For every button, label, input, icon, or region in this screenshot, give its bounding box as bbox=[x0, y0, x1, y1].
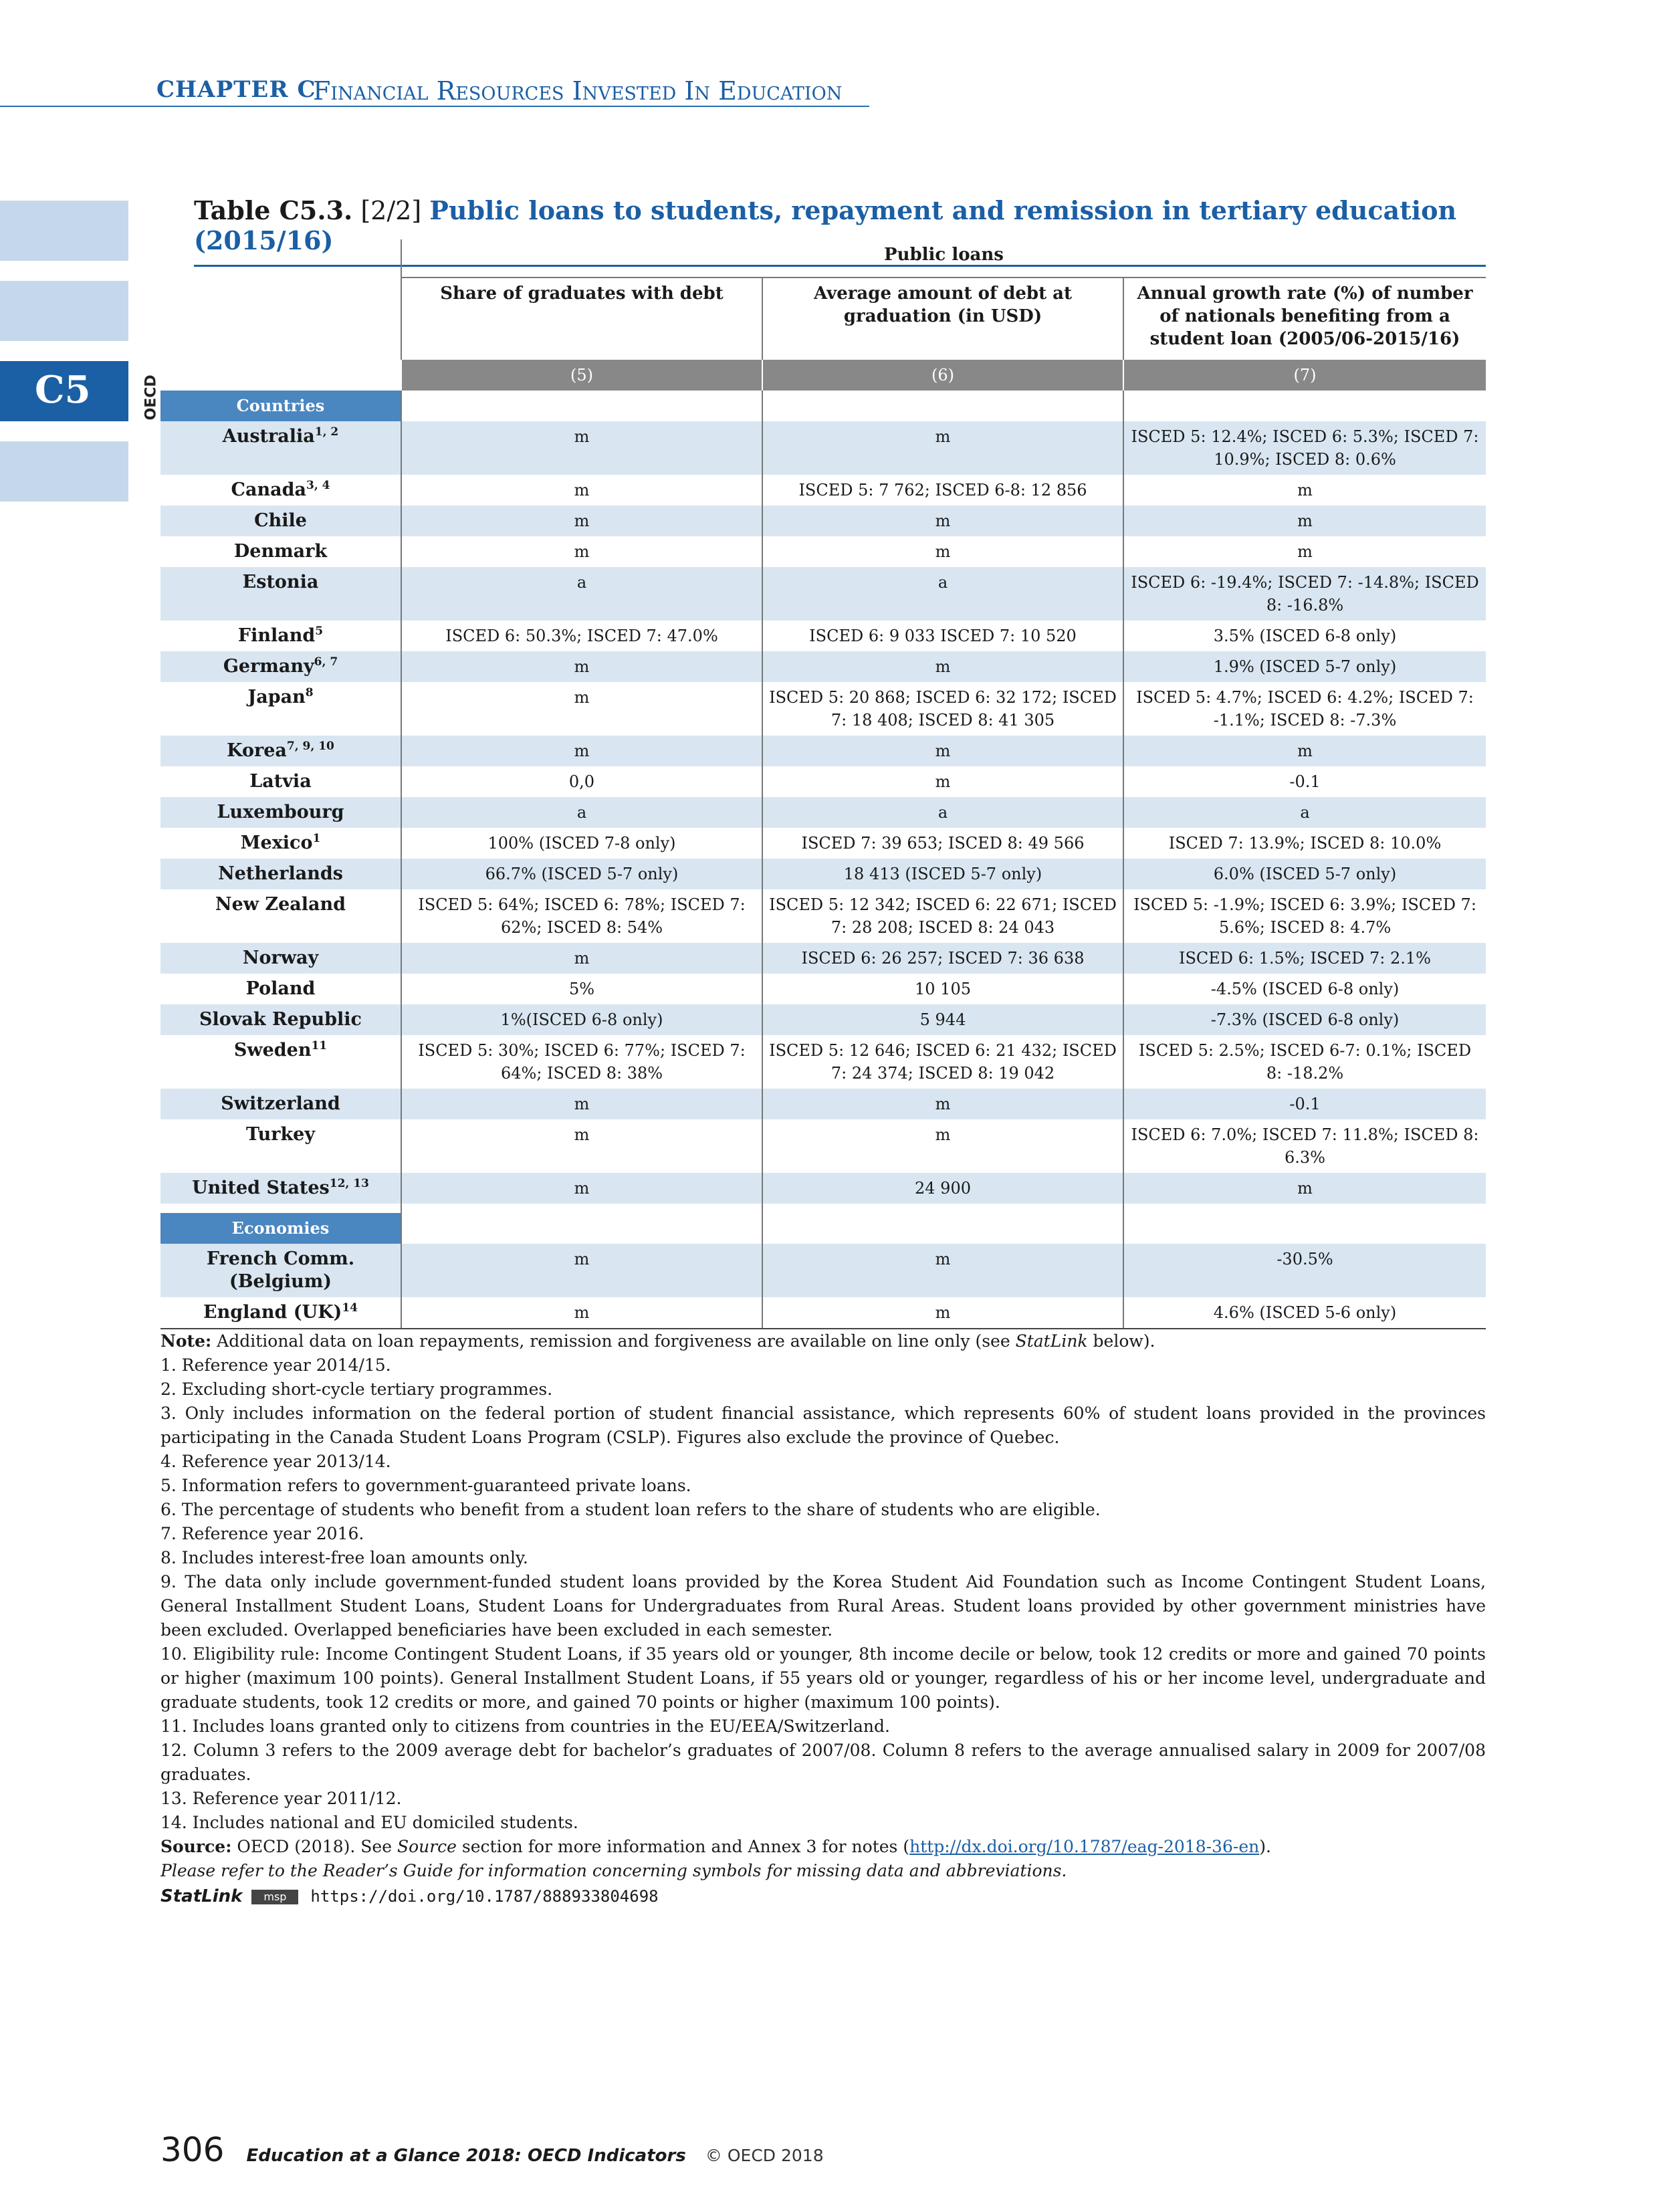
page-number: 306 bbox=[160, 2130, 225, 2169]
table-row bbox=[160, 766, 1486, 797]
table-row bbox=[160, 421, 1486, 475]
table-cell-c5: 1%(ISCED 6-8 only) bbox=[401, 1004, 762, 1035]
table-cell-c5: m bbox=[401, 1244, 762, 1297]
table-row bbox=[160, 1089, 1486, 1119]
table-row bbox=[160, 506, 1486, 536]
table-cell-c6: ISCED 7: 39 653; ISCED 8: 49 566 bbox=[762, 828, 1123, 859]
table-row bbox=[160, 1173, 1486, 1204]
footnote-ref: 14 bbox=[342, 1301, 358, 1315]
column-header: Average amount of debt at graduation (in USD) bbox=[762, 278, 1123, 360]
table-cell-c6: m bbox=[762, 766, 1123, 797]
table-cell-c6: ISCED 5: 7 762; ISCED 6-8: 12 856 bbox=[762, 475, 1123, 506]
country-name bbox=[160, 1244, 401, 1297]
table-cell-c7: m bbox=[1123, 1173, 1486, 1204]
notes bbox=[160, 1329, 1486, 1908]
side-tab-label: C5 bbox=[35, 368, 91, 412]
note-text: below). bbox=[1087, 1331, 1155, 1351]
country-label: Sweden bbox=[233, 1040, 312, 1061]
table-cell-c7: ISCED 5: 4.7%; ISCED 6: 4.2%; ISCED 7: -1.1%; ISCED 8: -7.3% bbox=[1123, 682, 1486, 736]
table-cell-c7: -7.3% (ISCED 6-8 only) bbox=[1123, 1004, 1486, 1035]
country-label: Slovak Republic bbox=[199, 1009, 362, 1030]
table-cell-c7: ISCED 6: 1.5%; ISCED 7: 2.1% bbox=[1123, 943, 1486, 974]
footnote-ref: 5 bbox=[315, 625, 324, 638]
spacer-row bbox=[160, 1204, 1486, 1213]
note-statlink-ref: StatLink bbox=[1015, 1331, 1088, 1351]
copyright: © OECD 2018 bbox=[705, 2146, 824, 2165]
section-blank bbox=[401, 1213, 762, 1244]
statlink-logo: StatLink bbox=[160, 1886, 243, 1906]
country-name bbox=[160, 1004, 401, 1035]
country-label: Canada bbox=[231, 479, 306, 500]
side-tab-blank bbox=[0, 201, 128, 261]
table-row bbox=[160, 1035, 1486, 1089]
table-cell-c6: m bbox=[762, 506, 1123, 536]
corner-blank bbox=[160, 239, 401, 278]
table-cell-c7: ISCED 6: 7.0%; ISCED 7: 11.8%; ISCED 8: 6.3% bbox=[1123, 1119, 1486, 1173]
table-cell-c7: ISCED 5: -1.9%; ISCED 6: 3.9%; ISCED 7: 5.6%; ISCED 8: 4.7% bbox=[1123, 889, 1486, 943]
country-label: New Zealand bbox=[215, 894, 346, 915]
section-blank bbox=[762, 1213, 1123, 1244]
country-name bbox=[160, 1035, 401, 1089]
footnote-item: 3. Only includes information on the federal portion of student financial assistance, which represents 60% of student loans provided in the provinces participating in the Canada Student Loans Program (CSLP). Figures also exclude the province of Quebec. bbox=[160, 1404, 1486, 1447]
chapter-header bbox=[0, 72, 869, 107]
table-cell-c6: ISCED 6: 26 257; ISCED 7: 36 638 bbox=[762, 943, 1123, 974]
table-row bbox=[160, 889, 1486, 943]
country-label: Denmark bbox=[233, 541, 328, 562]
table-row bbox=[160, 736, 1486, 766]
country-name bbox=[160, 859, 401, 889]
footnote-ref: 6, 7 bbox=[314, 655, 338, 669]
footnote-list bbox=[160, 1353, 1486, 1835]
readers-guide-note: Please refer to the Reader’s Guide for information concerning symbols for missing data and abbreviations. bbox=[160, 1861, 1067, 1880]
chapter-title: Financial Resources Invested In Education bbox=[313, 76, 843, 106]
table-cell-c7: ISCED 7: 13.9%; ISCED 8: 10.0% bbox=[1123, 828, 1486, 859]
source-text: ). bbox=[1259, 1837, 1271, 1856]
table-cell-c6: m bbox=[762, 651, 1123, 682]
table-cell-c5: m bbox=[401, 736, 762, 766]
table-cell-c6: ISCED 5: 12 646; ISCED 6: 21 432; ISCED 7: 24 374; ISCED 8: 19 042 bbox=[762, 1035, 1123, 1089]
country-name bbox=[160, 1173, 401, 1204]
table-cell-c5: m bbox=[401, 1119, 762, 1173]
country-label: Korea bbox=[227, 740, 287, 761]
table-cell-c6: 5 944 bbox=[762, 1004, 1123, 1035]
table-cell-c6: m bbox=[762, 1297, 1123, 1329]
footnote-item: 8. Includes interest-free loan amounts only. bbox=[160, 1548, 528, 1567]
source-label: Source: bbox=[160, 1837, 232, 1856]
table-cell-c5: 0,0 bbox=[401, 766, 762, 797]
table-row bbox=[160, 859, 1486, 889]
table-cell-c7: m bbox=[1123, 736, 1486, 766]
footnote-item: 10. Eligibility rule: Income Contingent Student Loans, if 35 years old or younger, 8th income decile or below, took 12 credits or more and gained 70 points or higher (maximum 100 points). General Installment Student Loans, if 55 years old or younger, regardless of his or her income level, undergraduate and graduate students, took 12 credits or more, and gained 70 points or higher (maximum 100 points). bbox=[160, 1644, 1486, 1712]
table-row bbox=[160, 974, 1486, 1004]
group-header: Public loans bbox=[401, 239, 1486, 278]
country-label: Japan bbox=[247, 687, 306, 707]
table-cell-c6: 10 105 bbox=[762, 974, 1123, 1004]
table-row bbox=[160, 1004, 1486, 1035]
table-cell-c5: ISCED 5: 64%; ISCED 6: 78%; ISCED 7: 62%; ISCED 8: 54% bbox=[401, 889, 762, 943]
table-cell-c7: 4.6% (ISCED 5-6 only) bbox=[1123, 1297, 1486, 1329]
table-row bbox=[160, 621, 1486, 651]
table-part: [2/2] bbox=[360, 196, 422, 225]
country-label: Mexico bbox=[240, 833, 313, 853]
country-label: Poland bbox=[245, 978, 316, 999]
country-name bbox=[160, 766, 401, 797]
country-label: Finland bbox=[237, 625, 316, 646]
country-label: Switzerland bbox=[221, 1093, 340, 1114]
section-blank bbox=[401, 391, 762, 421]
country-name bbox=[160, 736, 401, 766]
column-header: Share of graduates with debt bbox=[401, 278, 762, 360]
data-table bbox=[160, 239, 1486, 1329]
footnote-ref: 1, 2 bbox=[314, 425, 339, 439]
page-footer bbox=[160, 2130, 824, 2169]
table-cell-c5: m bbox=[401, 421, 762, 475]
section-blank bbox=[1123, 391, 1486, 421]
table-cell-c6: 18 413 (ISCED 5-7 only) bbox=[762, 859, 1123, 889]
column-header: Annual growth rate (%) of number of nationals benefiting from a student loan (2005/06-2015/16) bbox=[1123, 278, 1486, 360]
corner-blank bbox=[160, 278, 401, 360]
statlink-url[interactable]: https://doi.org/10.1787/888933804698 bbox=[310, 1887, 659, 1906]
footnote-item: 11. Includes loans granted only to citizens from countries in the EU/EEA/Switzerland. bbox=[160, 1717, 890, 1736]
country-name bbox=[160, 943, 401, 974]
table-row bbox=[160, 682, 1486, 736]
section-label: Economies bbox=[160, 1213, 401, 1244]
country-label: Estonia bbox=[242, 572, 319, 592]
table-cell-c7: -0.1 bbox=[1123, 766, 1486, 797]
country-name bbox=[160, 421, 401, 475]
country-name bbox=[160, 682, 401, 736]
oecd-vertical-label: OECD bbox=[142, 374, 160, 421]
country-name bbox=[160, 797, 401, 828]
table-cell-c5: m bbox=[401, 536, 762, 567]
country-label: Chile bbox=[254, 510, 307, 531]
table-row bbox=[160, 1244, 1486, 1297]
table-cell-c5: m bbox=[401, 1089, 762, 1119]
table-cell-c7: m bbox=[1123, 475, 1486, 506]
country-name bbox=[160, 567, 401, 621]
country-label: Latvia bbox=[249, 771, 312, 792]
footnote-item: 1. Reference year 2014/15. bbox=[160, 1355, 391, 1375]
column-number: (6) bbox=[762, 360, 1123, 391]
table-row bbox=[160, 1297, 1486, 1329]
table-cell-c7: ISCED 5: 2.5%; ISCED 6-7: 0.1%; ISCED 8: -18.2% bbox=[1123, 1035, 1486, 1089]
table-row bbox=[160, 943, 1486, 974]
table-cell-c6: m bbox=[762, 536, 1123, 567]
table-cell-c7: 1.9% (ISCED 5-7 only) bbox=[1123, 651, 1486, 682]
table-cell-c5: m bbox=[401, 943, 762, 974]
country-label: Turkey bbox=[245, 1124, 316, 1145]
table-cell-c7: a bbox=[1123, 797, 1486, 828]
table-cell-c7: -30.5% bbox=[1123, 1244, 1486, 1297]
country-name bbox=[160, 1089, 401, 1119]
country-label: Australia bbox=[222, 426, 315, 447]
column-number: (7) bbox=[1123, 360, 1486, 391]
source-text: Source bbox=[397, 1837, 457, 1856]
corner-blank bbox=[160, 360, 401, 391]
table-cell-c5: m bbox=[401, 651, 762, 682]
country-name bbox=[160, 506, 401, 536]
table-cell-c7: m bbox=[1123, 536, 1486, 567]
table-cell-c6: m bbox=[762, 1119, 1123, 1173]
table-cell-c6: m bbox=[762, 421, 1123, 475]
table-cell-c5: a bbox=[401, 797, 762, 828]
table-cell-c5: ISCED 5: 30%; ISCED 6: 77%; ISCED 7: 64%; ISCED 8: 38% bbox=[401, 1035, 762, 1089]
table-cell-c7: ISCED 5: 12.4%; ISCED 6: 5.3%; ISCED 7: 10.9%; ISCED 8: 0.6% bbox=[1123, 421, 1486, 475]
table-cell-c5: m bbox=[401, 1297, 762, 1329]
table-cell-c7: m bbox=[1123, 506, 1486, 536]
section-row bbox=[160, 391, 1486, 421]
side-tab-blank bbox=[0, 441, 128, 502]
country-name bbox=[160, 651, 401, 682]
table-cell-c7: 3.5% (ISCED 6-8 only) bbox=[1123, 621, 1486, 651]
table-row bbox=[160, 651, 1486, 682]
table-row bbox=[160, 1119, 1486, 1173]
country-name bbox=[160, 1119, 401, 1173]
table-cell-c5: 66.7% (ISCED 5-7 only) bbox=[401, 859, 762, 889]
table-cell-c6: 24 900 bbox=[762, 1173, 1123, 1204]
table-cell-c5: m bbox=[401, 1173, 762, 1204]
table-cell-c5: 100% (ISCED 7-8 only) bbox=[401, 828, 762, 859]
source-line bbox=[160, 1835, 1486, 1859]
country-name bbox=[160, 828, 401, 859]
section-label: Countries bbox=[160, 391, 401, 421]
footnote-item: 2. Excluding short-cycle tertiary programmes. bbox=[160, 1379, 553, 1399]
country-label: Germany bbox=[223, 656, 314, 677]
footnote-ref: 12, 13 bbox=[329, 1177, 369, 1190]
book-title: Education at a Glance 2018: OECD Indicators bbox=[246, 2146, 686, 2166]
source-text: OECD (2018). See bbox=[237, 1837, 397, 1856]
footnote-ref: 3, 4 bbox=[306, 479, 330, 492]
side-tab-current bbox=[0, 361, 128, 421]
footnote-item: 6. The percentage of students who benefit from a student loan refers to the share of students who are eligible. bbox=[160, 1500, 1101, 1519]
footnote-item: 13. Reference year 2011/12. bbox=[160, 1789, 402, 1808]
table-cell-c6: ISCED 6: 9 033 ISCED 7: 10 520 bbox=[762, 621, 1123, 651]
country-name bbox=[160, 974, 401, 1004]
section-blank bbox=[1123, 1213, 1486, 1244]
table-number: Table C5.3. bbox=[194, 195, 353, 225]
table-cell-c6: ISCED 5: 12 342; ISCED 6: 22 671; ISCED 7: 28 208; ISCED 8: 24 043 bbox=[762, 889, 1123, 943]
side-tab-blank bbox=[0, 281, 128, 341]
table-cell-c7: -4.5% (ISCED 6-8 only) bbox=[1123, 974, 1486, 1004]
footnote-item: 5. Information refers to government-guaranteed private loans. bbox=[160, 1476, 691, 1495]
country-name bbox=[160, 475, 401, 506]
table-row bbox=[160, 475, 1486, 506]
table-cell-c5: m bbox=[401, 506, 762, 536]
country-label: England (UK) bbox=[203, 1302, 342, 1323]
source-text: section for more information and Annex 3 for notes ( bbox=[456, 1837, 910, 1856]
note-text: Additional data on loan repayments, remission and forgiveness are available on line only (see bbox=[217, 1331, 1016, 1351]
country-name bbox=[160, 889, 401, 943]
table-row bbox=[160, 567, 1486, 621]
table-cell-c5: m bbox=[401, 475, 762, 506]
table-main-title: Public loans to students, repayment and remission in tertiary education (2015/16) bbox=[194, 195, 1457, 255]
table-cell-c6: m bbox=[762, 736, 1123, 766]
table-cell-c7: -0.1 bbox=[1123, 1089, 1486, 1119]
footnote-ref: 1 bbox=[312, 832, 321, 845]
table-cell-c5: ISCED 6: 50.3%; ISCED 7: 47.0% bbox=[401, 621, 762, 651]
footnote-ref: 8 bbox=[305, 686, 314, 699]
note-label: Note: bbox=[160, 1331, 212, 1351]
source-link[interactable]: http://dx.doi.org/10.1787/eag-2018-36-en bbox=[909, 1837, 1260, 1856]
footnote-item: 12. Column 3 refers to the 2009 average debt for bachelor’s graduates of 2007/08. Column 8 refers to the average annualised salary in 2009 for 2007/08 graduates. bbox=[160, 1741, 1486, 1784]
chapter-label: CHAPTER C bbox=[156, 76, 316, 103]
section-row bbox=[160, 1213, 1486, 1244]
table-cell-c5: m bbox=[401, 682, 762, 736]
country-name bbox=[160, 536, 401, 567]
note-general bbox=[160, 1329, 1486, 1353]
footnote-ref: 11 bbox=[311, 1039, 328, 1053]
table-cell-c7: 6.0% (ISCED 5-7 only) bbox=[1123, 859, 1486, 889]
table-cell-c6: m bbox=[762, 1244, 1123, 1297]
country-label: Netherlands bbox=[218, 863, 343, 884]
table-cell-c6: a bbox=[762, 567, 1123, 621]
table-cell-c7: ISCED 6: -19.4%; ISCED 7: -14.8%; ISCED 8: -16.8% bbox=[1123, 567, 1486, 621]
footnote-item: 4. Reference year 2013/14. bbox=[160, 1452, 391, 1471]
table-cell-c5: a bbox=[401, 567, 762, 621]
footnote-item: 7. Reference year 2016. bbox=[160, 1524, 364, 1543]
footnote-item: 9. The data only include government-funded student loans provided by the Korea Student Aid Foundation such as Income Contingent Student Loans, General Installment Student Loans, Student Loans for Undergraduates from Rural Areas. Student loans provided by other government ministries have been excluded. Overlapped beneficiaries have been excluded in each semester. bbox=[160, 1572, 1486, 1640]
statlink bbox=[160, 1884, 1486, 1908]
table-row bbox=[160, 536, 1486, 567]
table-row bbox=[160, 797, 1486, 828]
table-cell-c6: a bbox=[762, 797, 1123, 828]
section-blank bbox=[762, 391, 1123, 421]
footnote-ref: 7, 9, 10 bbox=[286, 740, 334, 753]
table-row bbox=[160, 828, 1486, 859]
country-name bbox=[160, 621, 401, 651]
footnote-item: 14. Includes national and EU domiciled students. bbox=[160, 1813, 578, 1832]
country-label: Luxembourg bbox=[217, 802, 344, 822]
table-cell-c5: 5% bbox=[401, 974, 762, 1004]
country-name bbox=[160, 1297, 401, 1329]
table-cell-c6: ISCED 5: 20 868; ISCED 6: 32 172; ISCED 7: 18 408; ISCED 8: 41 305 bbox=[762, 682, 1123, 736]
column-number: (5) bbox=[401, 360, 762, 391]
statlink-icon: msp bbox=[251, 1890, 298, 1904]
country-label: Norway bbox=[242, 948, 319, 968]
country-label: French Comm. (Belgium) bbox=[206, 1248, 355, 1292]
table-cell-c6: m bbox=[762, 1089, 1123, 1119]
country-label: United States bbox=[192, 1178, 330, 1198]
